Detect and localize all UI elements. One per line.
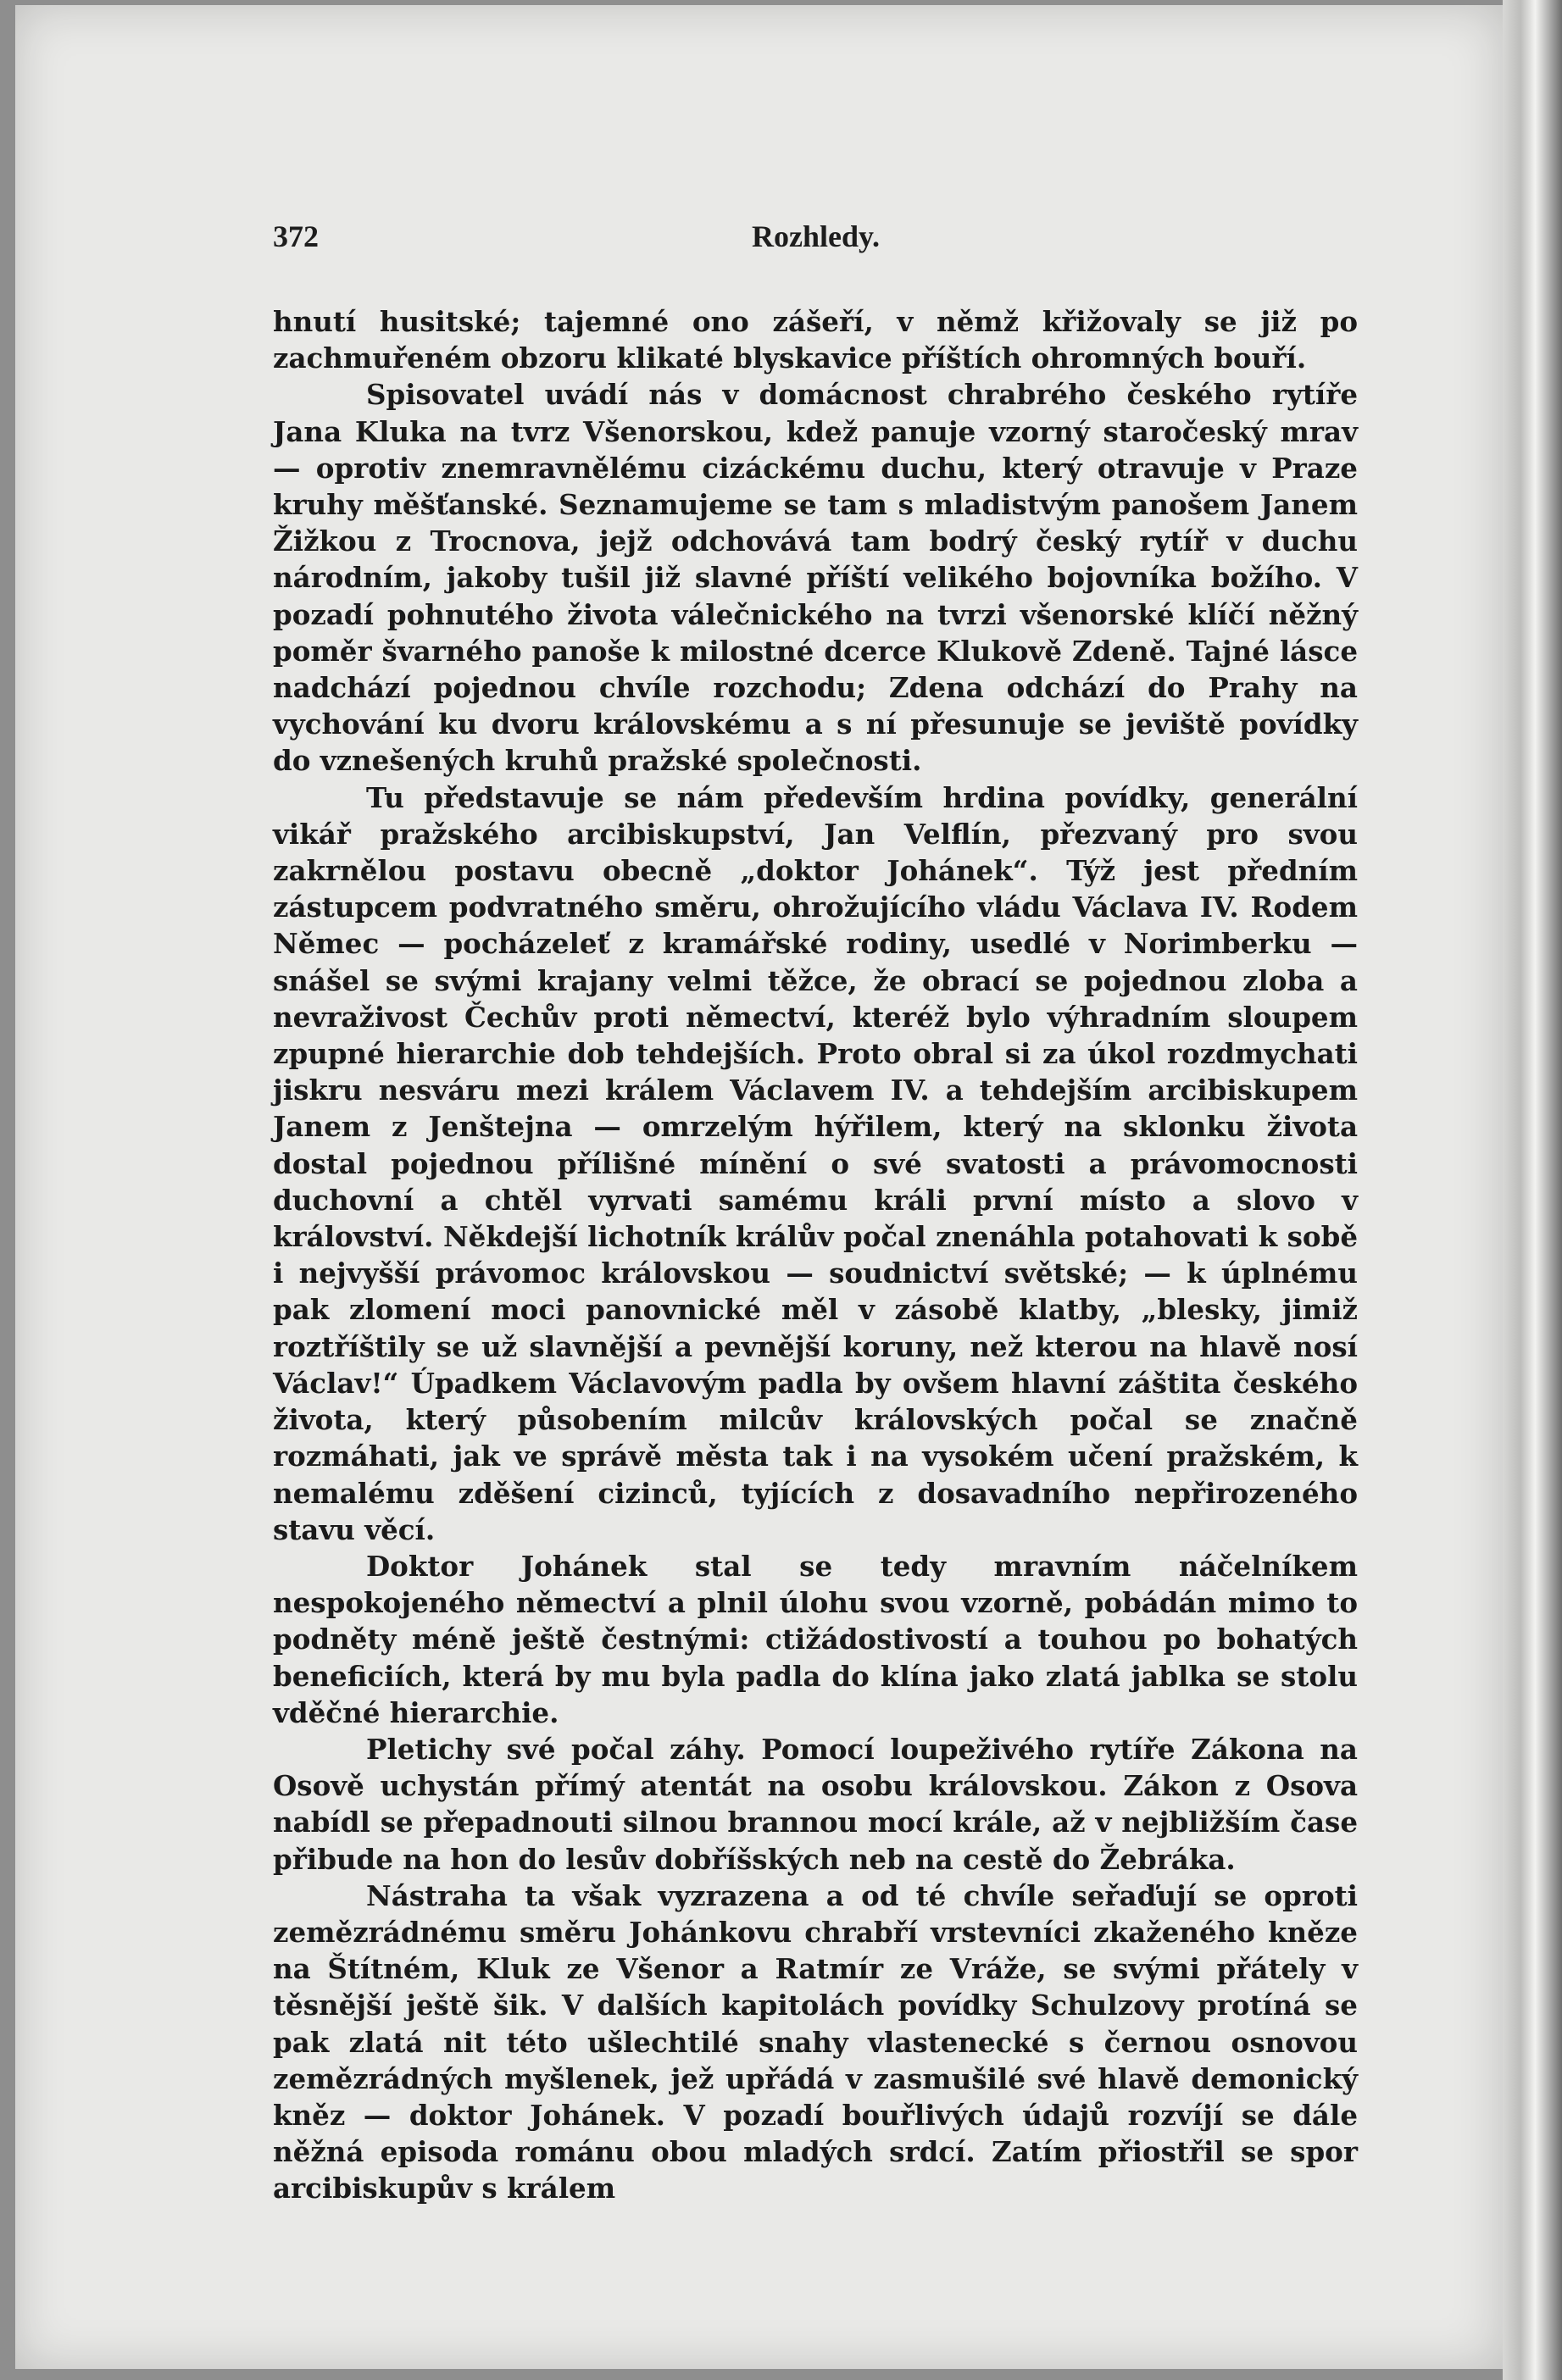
paragraph-continuation: hnutí husitské; tajemné ono zášeří, v němž křižovaly se již po zachmuřeném obzoru klikaté blyskavice příštích ohromných bouří.	[273, 305, 1358, 375]
paragraph: Spisovatel uvádí nás v domácnost chrabrého českého rytíře Jana Kluka na tvrz Všenorskou, kdež panuje vzorný staročeský mrav — oprotiv znemravnělému cizáckému duchu, který otravuje v Praze kruhy měšťanské. Seznamujeme se tam s mladistvým panošem Janem Žižkou z Trocnova, jejž odchovává tam bodrý český rytíř v duchu národním, jakoby tušil již slavné příští velikého bojovníka božího. V pozadí pohnutého života válečnického na tvrzi všenorské klíčí něžný poměr švarného panoše k milostné dcerce Klukově Zdeně. Tajné lásce nadchází pojednou chvíle rozchodu; Zdena odchází do Prahy na vychování ku dvoru královskému a s ní přesunuje se jeviště povídky do vznešených kruhů pražské společnosti.	[273, 378, 1358, 778]
page-header	[273, 219, 1358, 261]
book-spine-edge	[1503, 0, 1562, 2380]
running-title: Rozhledy.	[752, 219, 881, 253]
paragraph: Nástraha ta však vyzrazena a od té chvíle seřaďují se oproti zemězrádnému směru Johánkovu chrabří vrstevníci zkaženého kněze na Štítném, Kluk ze Všenor a Ratmír ze Vráže, se svými přátely v těsnější ještě šik. V dalších kapitolách povídky Schulzovy protíná se pak zlatá nit této ušlechtilé snahy vlastenecké s černou osnovou zemězrádných myšlenek, jež upřádá v zasmušilé své hlavě demonický kněz — doktor Johánek. V pozadí bouřlivých údajů rozvíjí se dále něžná episoda románu obou mladých srdcí. Zatím přiostřil se spor arcibiskupův s králem	[273, 1878, 1358, 2205]
paragraph: Tu představuje se nám především hrdina povídky, generální vikář pražského arcibiskupství, Jan Velflín, přezvaný pro svou zakrnělou postavu obecně „doktor Johánek“. Týž jest předním zástupcem podvratného směru, ohrožujícího vládu Václava IV. Rodem Němec — pocházeleť z kramářské rodiny, usedlé v Norimberku — snášel se svými krajany velmi těžce, že obrací se pojednou zloba a nevraživost Čechův proti němectví, kteréž bylo výhradním sloupem zpupné hierarchie dob tehdejších. Proto obral si za úkol rozdmychati jiskru nesváru mezi králem Václavem IV. a tehdejším arcibiskupem Janem z Jenštejna — omrzelým hýřilem, který na sklonku života dostal pojednou přílišné mínění o své svatosti a právomocnosti duchovní a chtěl vyrvati samému králi první místo a slovo v království. Někdejší lichotník králův počal znenáhla potahovati k sobě i nejvyšší právomoc královskou — soudnictví světské; — k úplnému pak zlomení moci panovnické měl v zásobě klatby, „blesky, jimiž roztříštily se už slavnější a pevnější koruny, než kterou na hlavě nosí Václav!“ Úpadkem Václavovým padla by ovšem hlavní záštita českého života, který působením milcův královských počal se značně rozmáhati, jak ve správě města tak i na vysokém učení pražském, k nemalému zděšení cizinců, tyjících z dosavadního nepřirozeného stavu věcí.	[273, 780, 1358, 1546]
page-number: 372	[273, 219, 319, 253]
paragraph: Doktor Johánek stal se tedy mravním náčelníkem nespokojeného němectví a plnil úlohu svou vzorně, pobádán mimo to podněty méně ještě čestnými: ctižádostivostí a touhou po bohatých beneficiích, která by mu byla padla do klína jako zlatá jablka se stolu vděčné hierarchie.	[273, 1549, 1358, 1729]
paragraph: Pletichy své počal záhy. Pomocí loupeživého rytíře Zákona na Osově uchystán přímý atentát na osobu královskou. Zákon z Osova nabídl se přepadnouti silnou brannou mocí krále, až v nejbližším čase přibude na hon do lesův dobříšských neb na cestě do Žebráka.	[273, 1732, 1358, 1876]
article-body	[273, 303, 1358, 2207]
